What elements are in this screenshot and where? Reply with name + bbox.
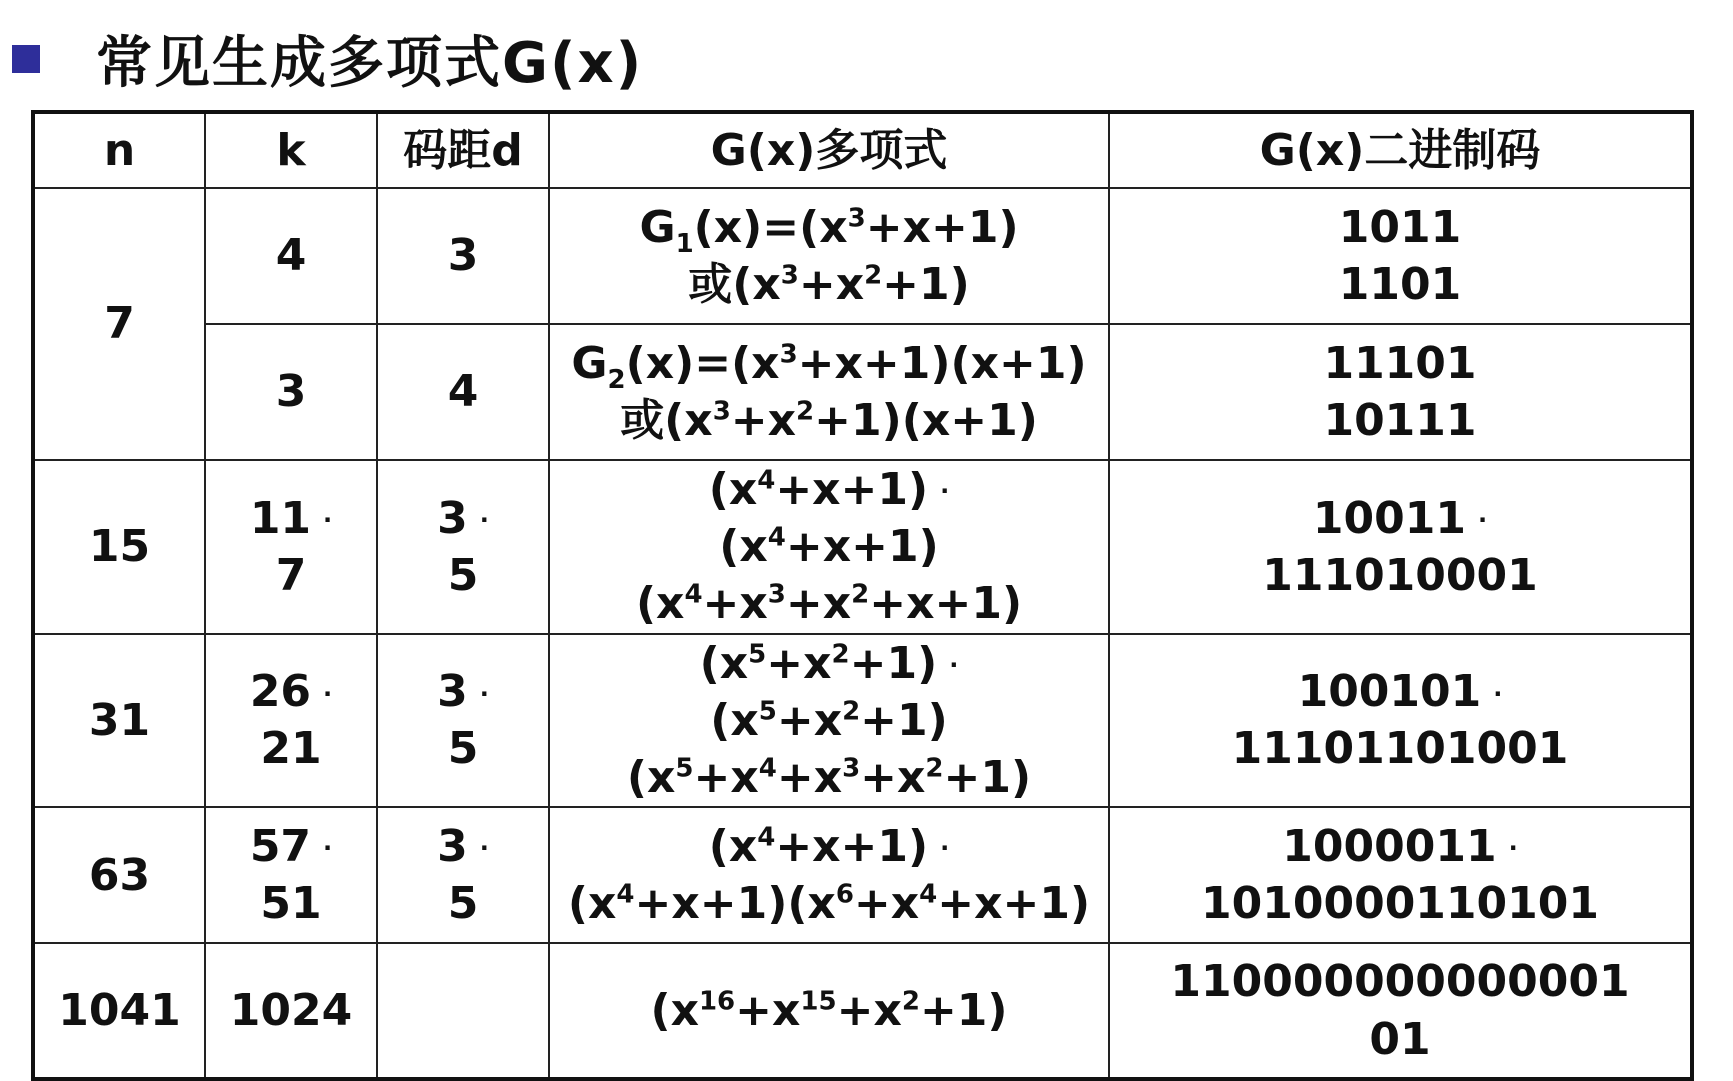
header-d: 码距d <box>377 112 549 188</box>
cell-bin <box>1109 634 1692 808</box>
bin-line: 1101 <box>1338 259 1462 310</box>
table-row <box>33 634 1692 808</box>
poly-line: $G_2(x)=(x^3+x+1)(x+1)$ <box>571 337 1087 395</box>
table-row <box>33 188 1692 324</box>
header-poly: G(x)多项式 <box>549 112 1109 188</box>
cell-poly <box>549 807 1109 943</box>
cell-bin <box>1109 460 1692 634</box>
bin-line: 1011 <box>1338 201 1462 253</box>
dot-separator: · <box>1493 679 1503 708</box>
k-value: 57 <box>249 820 312 872</box>
cell-bin <box>1109 188 1692 324</box>
d-value: 5 <box>447 723 479 775</box>
cell-k <box>205 807 377 943</box>
dot-separator: · <box>1477 506 1488 534</box>
bin-line: 1000011 <box>1282 820 1497 872</box>
cell-d <box>377 460 549 634</box>
generator-polynomial-table <box>31 110 1694 1081</box>
d-value: 3 <box>437 492 468 544</box>
cell-d: 4 <box>377 324 549 460</box>
cell-d: 3 <box>377 188 549 324</box>
dot-separator: · <box>940 477 950 506</box>
cell-n: 7 <box>33 188 205 460</box>
table-row <box>33 324 1692 460</box>
bin-line: 110000000000001 <box>1170 956 1630 1008</box>
bin-line: 1010000110101 <box>1201 878 1599 930</box>
cell-k <box>205 634 377 808</box>
cell-k: 1024 <box>205 943 377 1079</box>
cell-k <box>205 460 377 634</box>
cell-poly <box>549 943 1109 1079</box>
d-value: 3 <box>437 666 468 718</box>
poly-line: $(x^4+x+1)$ · <box>708 464 950 515</box>
table-header-row <box>33 112 1692 188</box>
poly-line: $(x^4+x+1)(x^4+x^3+x^2+x+1)$ <box>635 521 1023 630</box>
k-value: 11 <box>249 492 312 544</box>
title-row <box>12 24 643 94</box>
bin-line: 11101101001 <box>1231 723 1569 775</box>
header-n: n <box>33 112 205 188</box>
poly-line: $(x^5+x^2+1)(x^5+x^4+x^3+x^2+1)$ <box>626 694 1032 803</box>
header-bin: G(x)二进制码 <box>1109 112 1692 188</box>
dot-separator: · <box>1508 834 1518 863</box>
cell-n: 31 <box>33 634 205 808</box>
dot-separator: · <box>479 506 489 534</box>
dot-separator: · <box>323 506 333 534</box>
square-bullet-icon <box>12 45 40 73</box>
d-value: 5 <box>447 549 479 601</box>
bin-line: 10011 <box>1312 492 1466 544</box>
cell-n: 1041 <box>33 943 205 1079</box>
dot-separator: · <box>479 834 489 863</box>
bin-line: 10111 <box>1323 395 1477 446</box>
k-value: 21 <box>260 723 322 775</box>
cell-poly <box>549 460 1109 634</box>
cell-n: 15 <box>33 460 205 634</box>
poly-line: $(x^4+x+1)$ · <box>708 820 950 872</box>
cell-poly <box>549 188 1109 324</box>
table-row <box>33 807 1692 943</box>
poly-line: $G_1(x)=(x^3+x+1)$ <box>639 201 1019 259</box>
cell-k: 4 <box>205 188 377 324</box>
bin-line: 111010001 <box>1262 549 1538 601</box>
cell-bin <box>1109 943 1692 1079</box>
k-value: 26 <box>249 666 312 718</box>
cell-d <box>377 634 549 808</box>
dot-separator: · <box>940 834 950 863</box>
cell-d <box>377 943 549 1079</box>
d-value: 3 <box>437 820 468 872</box>
cell-k: 3 <box>205 324 377 460</box>
poly-line: $(x^5+x^2+1)$ · <box>699 637 959 689</box>
bin-line: 100101 <box>1297 666 1482 718</box>
header-k: k <box>205 112 377 188</box>
table-row <box>33 943 1692 1079</box>
table-row <box>33 460 1692 634</box>
k-value: 51 <box>260 878 322 930</box>
bin-line: 01 <box>1369 1013 1431 1065</box>
page-title: 常见生成多项式G(x) <box>96 31 644 96</box>
poly-line: 或$(x^3+x^2+1)(x+1)$ <box>620 395 1038 446</box>
cell-d <box>377 807 549 943</box>
cell-poly <box>549 324 1109 460</box>
dot-separator: · <box>323 834 333 863</box>
dot-separator: · <box>323 679 333 708</box>
poly-line: 或$(x^3+x^2+1)$ <box>688 259 970 310</box>
poly-line: $(x^{16}+x^{15}+x^2+1)$ <box>650 985 1008 1037</box>
cell-bin <box>1109 807 1692 943</box>
cell-poly <box>549 634 1109 808</box>
k-value: 7 <box>275 549 307 601</box>
dot-separator: · <box>949 650 959 679</box>
d-value: 5 <box>447 878 479 930</box>
dot-separator: · <box>479 679 489 708</box>
poly-line: $(x^4+x+1)(x^6+x^4+x+1)$ <box>567 878 1091 930</box>
bin-line: 11101 <box>1323 337 1477 389</box>
cell-n: 63 <box>33 807 205 943</box>
cell-bin <box>1109 324 1692 460</box>
